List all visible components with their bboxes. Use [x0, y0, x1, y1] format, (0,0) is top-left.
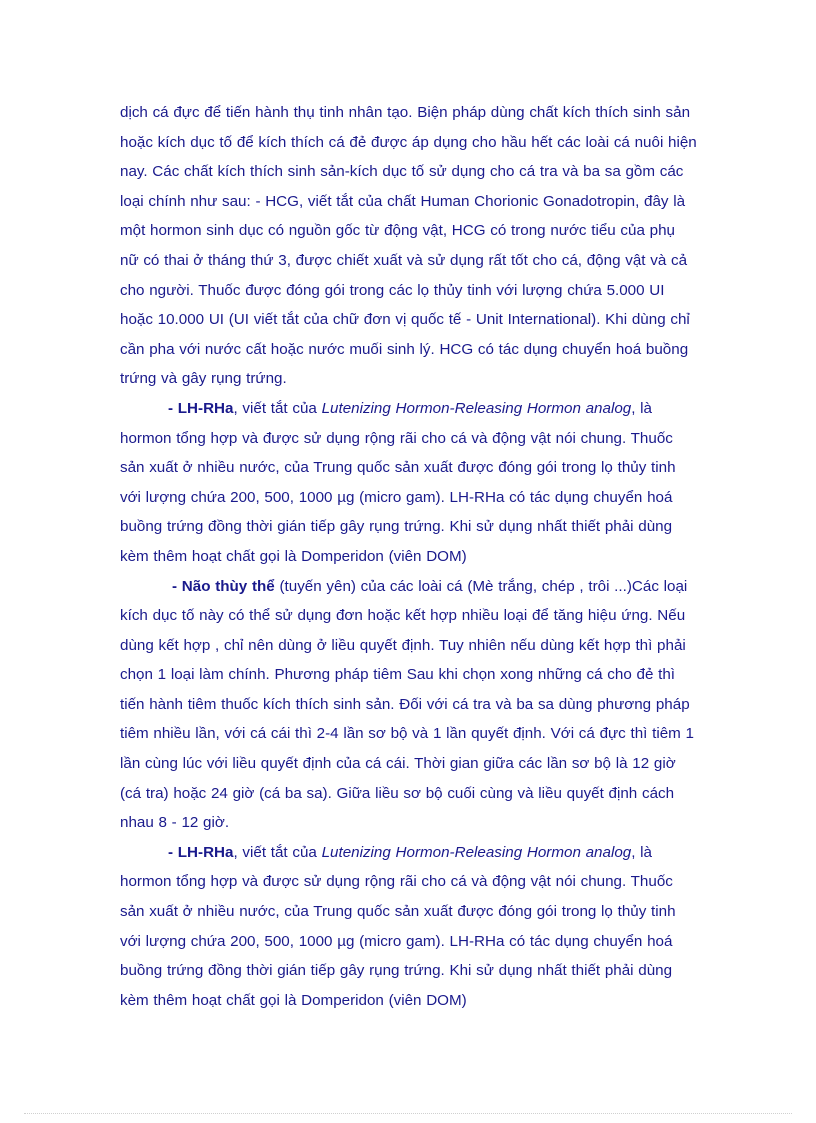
document-body — [120, 98, 698, 1015]
lh-rha-connector: , viết tắt của — [233, 399, 322, 417]
paragraph-intro: dịch cá đực để tiến hành thụ tinh nhân tạo. Biện pháp dùng chất kích thích sinh sản hoặc kích dục tố để kích thích cá đẻ được áp dụng cho hầu hết các loài cá nuôi hiện nay. Các chất kích thích sinh sản-kích dục tố sử dụng cho cá tra và ba sa gồm các loại chính như sau: - HCG, viết tắt của chất Human Chorionic Gonadotropin, đây là một hormon sinh dục có nguồn gốc từ động vật, HCG có trong nước tiểu của phụ nữ có thai ở tháng thứ 3, được chiết xuất và sử dụng rất tốt cho cá, động vật và cả cho người. Thuốc được đóng gói trong các lọ thủy tinh với lượng chứa 5.000 UI hoặc 10.000 UI (UI viết tắt của chữ đơn vị quốc tế - Unit International). Khi dùng chỉ cần pha với nước cất hoặc nước muối sinh lý. HCG có tác dụng chuyển hoá buồng trứng và gây rụng trứng. — [120, 104, 697, 388]
lh-rha-description-repeat: , là hormon tổng hợp và được sử dụng rộng rãi cho cá và động vật nói chung. Thuốc sản xuất ở nhiều nước, của Trung quốc sản xuất được đóng gói trong lọ thủy tinh với lượng chứa 200, 500, 1000 µg (micro gam). LH-RHa có tác dụng chuyển hoá buồng trứng đồng thời gián tiếp gây rụng trứng. Khi sử dụng nhất thiết phải dùng kèm thêm hoạt chất gọi là Domperidon (viên DOM) — [120, 843, 676, 1009]
lh-rha-fullname-repeat: Lutenizing Hormon-Releasing Hormon analog — [321, 843, 632, 861]
paragraph-nao-thuy-the — [120, 572, 698, 838]
lh-rha-fullname: Lutenizing Hormon-Releasing Hormon analog — [321, 399, 632, 417]
lh-rha-heading: - LH-RHa — [168, 399, 234, 417]
paragraph-lh-rha-2 — [120, 838, 698, 1016]
lh-rha-heading-repeat: - LH-RHa — [168, 843, 234, 861]
page-bottom-divider — [24, 1113, 792, 1114]
paragraph-lh-rha-1 — [120, 394, 698, 572]
lh-rha-description: , là hormon tổng hợp và được sử dụng rộng rãi cho cá và động vật nói chung. Thuốc sản xuất ở nhiều nước, của Trung quốc sản xuất được đóng gói trong lọ thủy tinh với lượng chứa 200, 500, 1000 µg (micro gam). LH-RHa có tác dụng chuyển hoá buồng trứng đồng thời gián tiếp gây rụng trứng. Khi sử dụng nhất thiết phải dùng kèm thêm hoạt chất gọi là Domperidon (viên DOM) — [120, 399, 676, 565]
nao-thuy-the-description: (tuyến yên) của các loài cá (Mè trắng, chép , trôi ...)Các loại kích dục tố này có thể sử dụng đơn hoặc kết hợp nhiều loại để tăng hiệu ứng. Nếu dùng kết hợp , chỉ nên dùng ở liều quyết định. Tuy nhiên nếu dùng kết hợp thì phải chọn 1 loại làm chính. Phương pháp tiêm Sau khi chọn xong những cá cho đẻ thì tiến hành tiêm thuốc kích thích sinh sản. Đối với cá tra và ba sa dùng phương pháp tiêm nhiều lần, với cá cái thì 2-4 lần sơ bộ và 1 lần quyết định. Với cá đực thì tiêm 1 lần cùng lúc với liều quyết định của cá cái. Thời gian giữa các lần sơ bộ là 12 giờ (cá tra) hoặc 24 giờ (cá ba sa). Giữa liều sơ bộ cuối cùng và liều quyết định cách nhau 8 - 12 giờ. — [120, 577, 694, 832]
nao-thuy-the-heading: - Não thùy thể — [172, 577, 275, 595]
lh-rha-connector-repeat: , viết tắt của — [233, 843, 322, 861]
